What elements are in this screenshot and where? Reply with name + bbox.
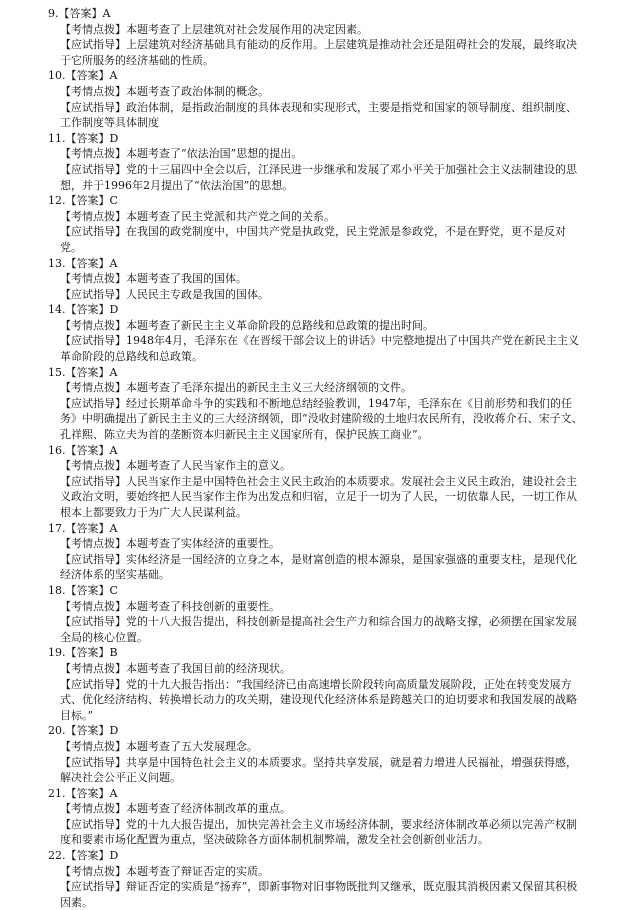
answer-line bbox=[48, 786, 583, 802]
exam-point-text: 本题考查了政治体制的概念。 bbox=[126, 84, 269, 98]
exam-guide-tag: 【应试指导】 bbox=[60, 225, 126, 239]
exam-point-tag: 【考情点拨】 bbox=[60, 802, 126, 816]
exam-guide bbox=[60, 287, 583, 303]
exam-point-text: 本题考查了新民主主义革命阶段的总路线和总政策的提出时间。 bbox=[126, 318, 434, 332]
exam-point-text: 本题考查了五大发展理念。 bbox=[126, 739, 258, 753]
answer-item bbox=[48, 68, 583, 130]
exam-guide-text: 党的十九大报告指出：“我国经济已由高速增长阶段转向高质量发展阶段，正处在转变发展方式、优化经济结构、转换增长动力的攻关期，建设现代化经济体系是跨越关口的迫切要求和我国发展的战略目标。” bbox=[60, 677, 577, 722]
exam-point bbox=[60, 599, 583, 615]
answer-item bbox=[48, 645, 583, 723]
question-number: 16. bbox=[48, 443, 66, 457]
exam-point bbox=[60, 318, 583, 334]
question-number: 9. bbox=[48, 7, 59, 20]
exam-guide-tag: 【应试指导】 bbox=[60, 677, 126, 691]
exam-guide-text: 党的十九大报告提出，加快完善社会主义市场经济体制，要求经济体制改革必须以完善产权制度和要素市场化配置为重点，坚决破除各方面体制机制弊端，激发全社会创新创业活力。 bbox=[60, 817, 577, 847]
answer-label: 【答案】A bbox=[58, 7, 111, 20]
question-number: 14. bbox=[48, 303, 66, 317]
exam-guide-text: 共享是中国特色社会主义的本质要求。坚持共享发展，就是着力增进人民福祉，增强获得感，解决社会公平正义问题。 bbox=[60, 755, 577, 785]
exam-point-tag: 【考情点拨】 bbox=[60, 22, 126, 36]
answer-line bbox=[48, 302, 583, 318]
exam-point bbox=[60, 739, 583, 755]
exam-guide-tag: 【应试指导】 bbox=[60, 880, 126, 894]
exam-guide-text: 实体经济是一国经济的立身之本，是财富创造的根本源泉，是国家强盛的重要支柱，是现代化经济体系的坚实基础。 bbox=[60, 552, 577, 582]
exam-guide bbox=[60, 100, 583, 131]
answer-item bbox=[48, 365, 583, 443]
exam-guide-text: 党的十三届四中全会以后，江泽民进一步继承和发展了邓小平关于加强社会主义法制建设的思想，并于1996年2月提出了“依法治国”的思想。 bbox=[60, 162, 577, 192]
exam-point-text: 本题考查了“依法治国”思想的提出。 bbox=[126, 147, 303, 161]
exam-point bbox=[60, 661, 583, 677]
exam-guide-text: 辩证否定的实质是“扬弃”，即新事物对旧事物既批判又继承，既克服其消极因素又保留其积极因素。 bbox=[60, 880, 578, 909]
exam-point-tag: 【考情点拨】 bbox=[60, 599, 126, 613]
exam-guide-tag: 【应试指导】 bbox=[60, 162, 126, 176]
answer-line bbox=[48, 365, 583, 381]
answer-item bbox=[48, 723, 583, 785]
exam-guide-tag: 【应试指导】 bbox=[60, 100, 126, 114]
exam-point-text: 本题考查了毛泽东提出的新民主主义三大经济纲领的文件。 bbox=[126, 381, 412, 395]
question-number: 11. bbox=[48, 131, 66, 145]
answer-label: 【答案】D bbox=[65, 131, 119, 145]
exam-point-text: 本题考查了人民当家作主的意义。 bbox=[126, 459, 291, 473]
exam-guide bbox=[60, 37, 583, 68]
answer-list bbox=[48, 6, 583, 910]
exam-guide-tag: 【应试指导】 bbox=[60, 615, 126, 629]
exam-guide bbox=[60, 817, 583, 848]
exam-point-tag: 【考情点拨】 bbox=[60, 661, 126, 675]
exam-guide-tag: 【应试指导】 bbox=[60, 334, 126, 348]
exam-guide-tag: 【应试指导】 bbox=[60, 287, 126, 301]
exam-guide-text: 上层建筑对经济基础具有能动的反作用。上层建筑是推动社会还是阻碍社会的发展，最终取决于它所服务的经济基础的性质。 bbox=[60, 38, 577, 67]
answer-item bbox=[48, 302, 583, 364]
answer-line bbox=[48, 443, 583, 459]
answer-item bbox=[48, 6, 583, 68]
exam-guide-text: 经过长期革命斗争的实践和不断地总结经验教训，1947年，毛泽东在《目前形势和我们的任务》中明确提出了新民主主义的三大经济纲领，即“没收封建阶级的土地归农民所有，没收蒋介石、宋子文、孔祥熙、陈立夫为首的垄断资本归新民主主义国家所有，保护民族工商业”。 bbox=[60, 396, 583, 442]
exam-guide-text: 人民民主专政是我国的国体。 bbox=[126, 287, 269, 301]
question-number: 21. bbox=[48, 786, 66, 800]
question-number: 19. bbox=[48, 646, 66, 660]
exam-point bbox=[60, 801, 583, 817]
exam-point-tag: 【考情点拨】 bbox=[60, 537, 126, 551]
exam-point bbox=[60, 146, 583, 162]
answer-line bbox=[48, 848, 583, 864]
answer-item bbox=[48, 193, 583, 255]
answer-label: 【答案】D bbox=[65, 724, 119, 738]
answer-label: 【答案】A bbox=[65, 443, 118, 457]
exam-point bbox=[60, 271, 583, 287]
question-number: 13. bbox=[48, 256, 66, 270]
answer-item bbox=[48, 786, 583, 848]
answer-item bbox=[48, 521, 583, 583]
exam-point-text: 本题考查了我国的国体。 bbox=[126, 272, 247, 286]
exam-point bbox=[60, 22, 583, 38]
exam-point bbox=[60, 536, 583, 552]
question-number: 18. bbox=[48, 583, 66, 597]
exam-guide bbox=[60, 755, 583, 786]
exam-guide-tag: 【应试指导】 bbox=[60, 474, 126, 488]
exam-guide-tag: 【应试指导】 bbox=[60, 396, 126, 410]
exam-point bbox=[60, 380, 583, 396]
exam-point bbox=[60, 209, 583, 225]
exam-point-tag: 【考情点拨】 bbox=[60, 147, 126, 161]
exam-guide-text: 人民当家作主是中国特色社会主义民主政治的本质要求。发展社会主义民主政治，建设社会主义政治文明，要始终把人民当家作主作为出发点和归宿，立足于一切为了人民，一切依靠人民，一切工作从根本上都要致力于为广大人民谋利益。 bbox=[60, 474, 577, 519]
answer-line bbox=[48, 131, 583, 147]
exam-guide-text: 在我国的政党制度中，中国共产党是执政党，民主党派是参政党，不是在野党，更不是反对党。 bbox=[60, 225, 566, 254]
answer-label: 【答案】C bbox=[65, 194, 118, 208]
answer-item bbox=[48, 443, 583, 521]
answer-label: 【答案】C bbox=[65, 583, 118, 597]
answer-line bbox=[48, 645, 583, 661]
exam-guide bbox=[60, 333, 583, 364]
exam-point-text: 本题考查了辩证否定的实质。 bbox=[126, 864, 269, 878]
exam-guide bbox=[60, 552, 583, 583]
answer-line bbox=[48, 68, 583, 84]
question-number: 20. bbox=[48, 724, 66, 738]
answer-label: 【答案】A bbox=[65, 256, 118, 270]
exam-point-text: 本题考查了我国目前的经济现状。 bbox=[126, 661, 291, 675]
question-number: 10. bbox=[48, 69, 66, 83]
answer-line bbox=[48, 723, 583, 739]
answer-label: 【答案】D bbox=[65, 849, 119, 863]
answer-label: 【答案】D bbox=[65, 303, 119, 317]
exam-guide bbox=[60, 162, 583, 193]
answer-line bbox=[48, 6, 583, 22]
exam-guide bbox=[60, 677, 583, 724]
answer-line bbox=[48, 193, 583, 209]
exam-point-tag: 【考情点拨】 bbox=[60, 84, 126, 98]
exam-guide-tag: 【应试指导】 bbox=[60, 38, 126, 52]
exam-guide-tag: 【应试指导】 bbox=[60, 817, 126, 831]
answer-item bbox=[48, 583, 583, 645]
exam-point-text: 本题考查了上层建筑对社会发展作用的决定因素。 bbox=[126, 22, 368, 36]
exam-point bbox=[60, 458, 583, 474]
exam-point-text: 本题考查了科技创新的重要性。 bbox=[126, 599, 280, 613]
exam-point bbox=[60, 84, 583, 100]
exam-point-tag: 【考情点拨】 bbox=[60, 459, 126, 473]
answer-line bbox=[48, 583, 583, 599]
answer-label: 【答案】A bbox=[65, 521, 118, 535]
answer-label: 【答案】A bbox=[65, 69, 118, 83]
question-number: 12. bbox=[48, 194, 66, 208]
exam-guide bbox=[60, 879, 583, 910]
answer-line bbox=[48, 521, 583, 537]
answer-item bbox=[48, 131, 583, 193]
exam-point-tag: 【考情点拨】 bbox=[60, 381, 126, 395]
exam-guide-text: 政治体制，是指政治制度的具体表现和实现形式，主要是指党和国家的领导制度、组织制度、工作制度等具体制度 bbox=[60, 100, 577, 130]
exam-point-tag: 【考情点拨】 bbox=[60, 272, 126, 286]
exam-guide bbox=[60, 224, 583, 255]
answer-line bbox=[48, 256, 583, 272]
exam-point-tag: 【考情点拨】 bbox=[60, 318, 126, 332]
question-number: 22. bbox=[48, 849, 66, 863]
exam-point-tag: 【考情点拨】 bbox=[60, 209, 126, 223]
answer-item bbox=[48, 848, 583, 910]
exam-guide bbox=[60, 396, 583, 443]
question-number: 17. bbox=[48, 521, 66, 535]
exam-point-tag: 【考情点拨】 bbox=[60, 739, 126, 753]
answer-label: 【答案】A bbox=[65, 365, 118, 379]
exam-guide-tag: 【应试指导】 bbox=[60, 755, 126, 769]
exam-guide-text: 1948年4月，毛泽东在《在晋绥干部会议上的讲话》中完整地提出了中国共产党在新民主主义革命阶段的总路线和总政策。 bbox=[60, 334, 579, 364]
exam-guide bbox=[60, 474, 583, 521]
question-number: 15. bbox=[48, 365, 66, 379]
exam-point-text: 本题考查了经济体制改革的重点。 bbox=[126, 802, 291, 816]
exam-guide-text: 党的十八大报告提出，科技创新是提高社会生产力和综合国力的战略支撑，必须摆在国家发展全局的核心位置。 bbox=[60, 615, 577, 644]
exam-guide bbox=[60, 614, 583, 645]
exam-point-tag: 【考情点拨】 bbox=[60, 864, 126, 878]
exam-point-text: 本题考查了民主党派和共产党之间的关系。 bbox=[126, 209, 335, 223]
exam-point bbox=[60, 864, 583, 880]
answer-label: 【答案】A bbox=[65, 786, 118, 800]
answer-item bbox=[48, 256, 583, 303]
exam-point-text: 本题考查了实体经济的重要性。 bbox=[126, 537, 280, 551]
answer-label: 【答案】B bbox=[65, 646, 118, 660]
exam-guide-tag: 【应试指导】 bbox=[60, 552, 126, 566]
